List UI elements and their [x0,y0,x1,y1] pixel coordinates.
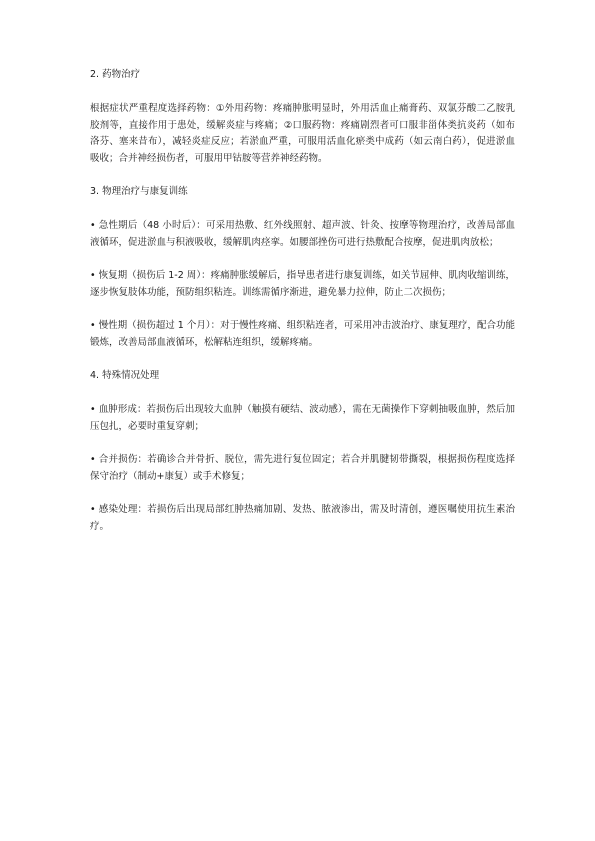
bullet-paragraph: • 急性期后（48 小时后）：可采用热敷、红外线照射、超声波、针灸、按摩等物理治疗，改善局部血液循环，促进淤血与积液吸收，缓解肌肉痉挛。如腰部挫伤可进行热敷配合按摩，促进肌肉放松； [90,220,515,248]
bullet-paragraph: • 合并损伤：若确诊合并骨折、脱位，需先进行复位固定；若合并肌腱韧带撕裂，根据损伤程度选择保守治疗（制动+康复）或手术修复； [90,454,515,482]
section-heading: 4. 特殊情况处理 [90,370,160,381]
bullet-paragraph: • 慢性期（损伤超过 1 个月）：对于慢性疼痛、组织粘连者，可采用冲击波治疗、康复理疗，配合功能锻炼，改善局部血液循环，松解粘连组织，缓解疼痛。 [90,320,515,348]
section-heading: 3. 物理治疗与康复训练 [90,186,188,197]
paragraph: 根据症状严重程度选择药物：①外用药物：疼痛肿胀明显时，外用活血止痛膏药、双氯芬酸二乙胺乳胶剂等，直接作用于患处，缓解炎症与疼痛；②口服药物：疼痛剧烈者可口服非甾体类抗炎药（如布洛芬、塞来昔布），减轻炎症反应；若淤血严重，可服用活血化瘀类中成药（如云南白药），促进淤血吸收；合并神经损伤者，可服用甲钴胺等营养神经药物。 [90,103,515,164]
section-heading: 2. 药物治疗 [90,69,141,80]
bullet-paragraph: • 恢复期（损伤后 1-2 周）：疼痛肿胀缓解后，指导患者进行康复训练，如关节屈伸、肌肉收缩训练，逐步恢复肢体功能，预防组织粘连。训练需循序渐进，避免暴力拉伸，防止二次损伤； [90,270,515,298]
document-page [90,68,515,535]
bullet-paragraph: • 血肿形成：若损伤后出现较大血肿（触摸有硬结、波动感），需在无菌操作下穿刺抽吸血肿，然后加压包扎，必要时重复穿刺； [90,404,515,432]
bullet-paragraph: • 感染处理：若损伤后出现局部红肿热痛加剧、发热、脓液渗出，需及时清创，遵医嘱使用抗生素治疗。 [90,504,515,532]
